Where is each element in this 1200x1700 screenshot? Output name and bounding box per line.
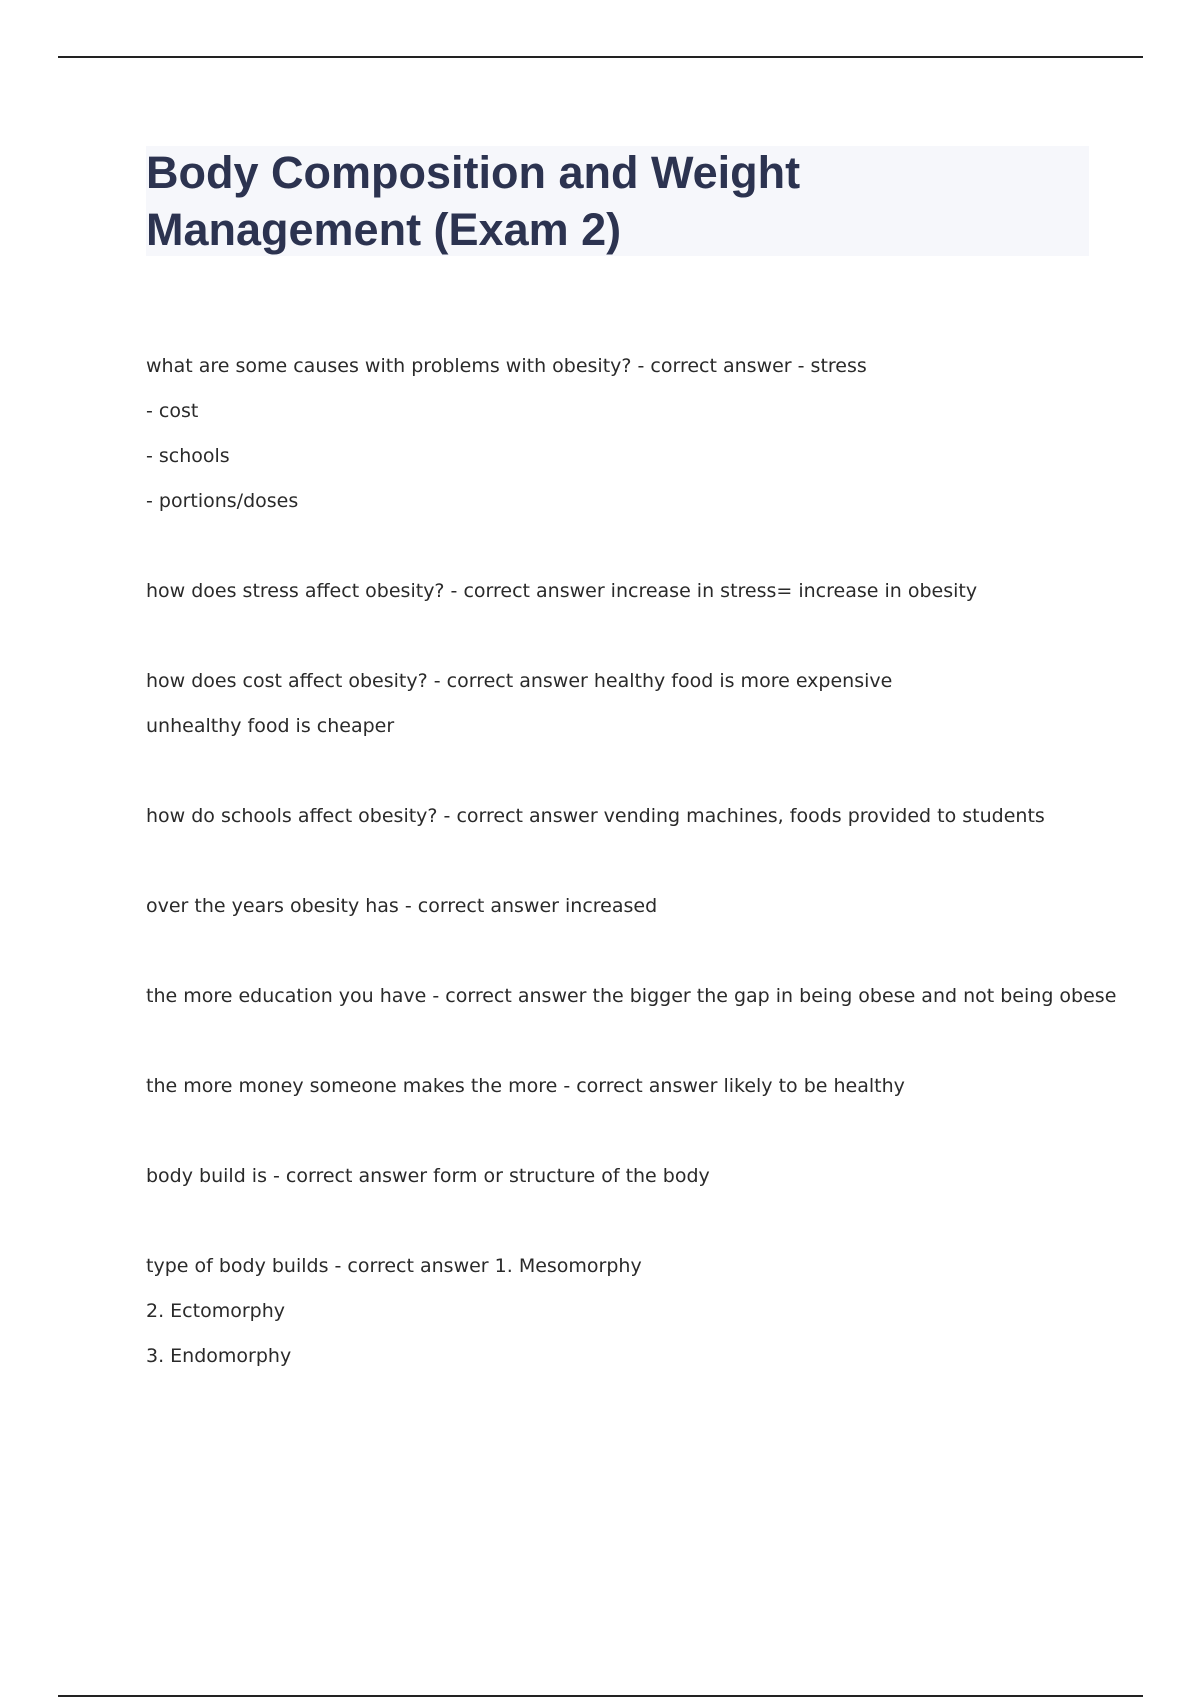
title-line-1: Body Composition and Weight <box>146 147 801 198</box>
qa-question-line: how does cost affect obesity? - correct answer healthy food is more expensive <box>146 670 893 692</box>
top-rule <box>58 56 1143 58</box>
qa-item <box>146 344 1106 524</box>
qa-question-line: the more education you have - correct answer the bigger the gap in being obese and not being obese <box>146 985 1117 1007</box>
qa-answer-line: 3. Endomorphy <box>146 1345 292 1367</box>
document-title <box>146 144 1089 258</box>
qa-question-line: how do schools affect obesity? - correct answer vending machines, foods provided to students <box>146 805 1045 827</box>
qa-question-line: the more money someone makes the more - correct answer likely to be healthy <box>146 1075 905 1097</box>
qa-question-line: over the years obesity has - correct answer increased <box>146 895 658 917</box>
qa-answer-line: unhealthy food is cheaper <box>146 715 395 737</box>
qa-answer-line: - cost <box>146 400 199 422</box>
qa-question-line: type of body builds - correct answer 1. Mesomorphy <box>146 1255 642 1277</box>
title-line-2: Management (Exam 2) <box>146 204 622 255</box>
qa-item <box>146 794 1106 839</box>
qa-item <box>146 1244 1106 1379</box>
qa-question-line: body build is - correct answer form or structure of the body <box>146 1165 710 1187</box>
qa-item <box>146 974 1117 1019</box>
qa-question-line: how does stress affect obesity? - correct answer increase in stress= increase in obesity <box>146 580 978 602</box>
qa-answer-line: - portions/doses <box>146 490 299 512</box>
qa-item <box>146 1064 1106 1109</box>
qa-item <box>146 659 1106 749</box>
qa-answer-line: - schools <box>146 445 230 467</box>
qa-item <box>146 1154 1106 1199</box>
title-banner <box>146 146 1089 256</box>
qa-item <box>146 884 1106 929</box>
bottom-rule <box>58 1695 1143 1697</box>
qa-list <box>146 344 1117 1424</box>
qa-item <box>146 569 1106 614</box>
qa-question-line: what are some causes with problems with obesity? - correct answer - stress <box>146 355 867 377</box>
qa-answer-line: 2. Ectomorphy <box>146 1300 285 1322</box>
